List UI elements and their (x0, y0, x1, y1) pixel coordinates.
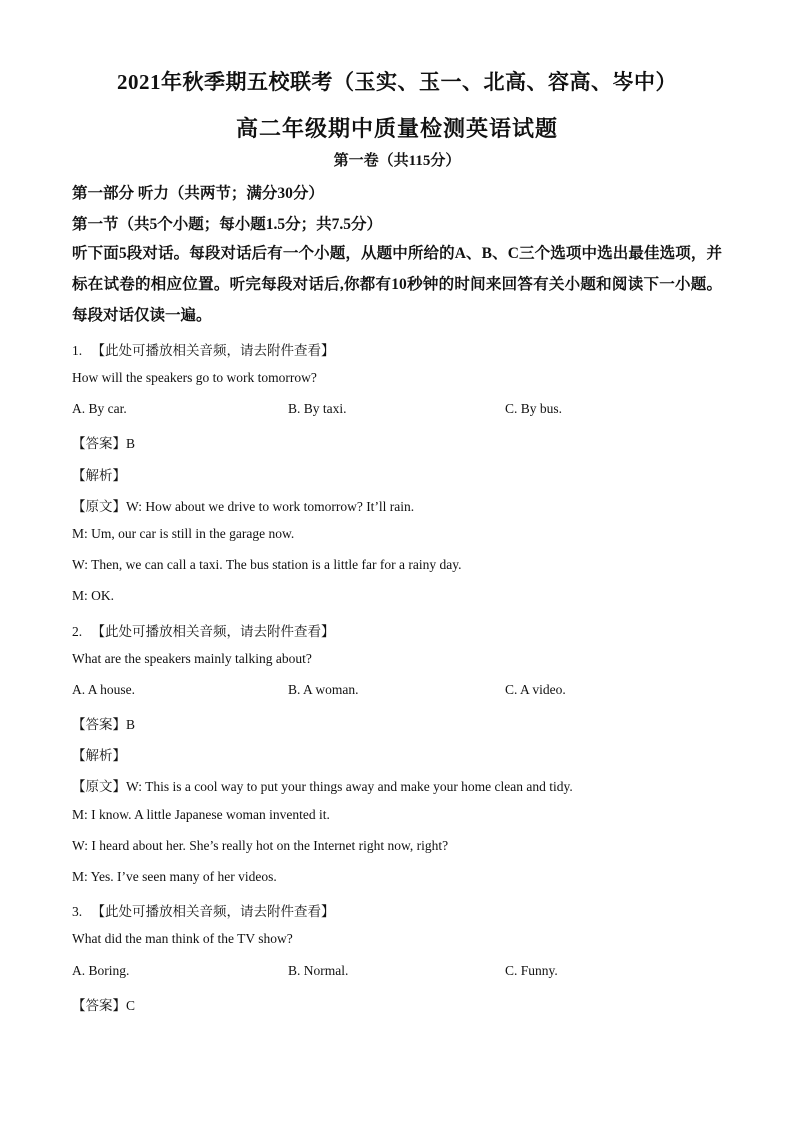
option-a: A. By car. (72, 401, 127, 416)
question-text: What are the speakers mainly talking about? (72, 651, 312, 666)
option-c: C. By bus. (505, 401, 563, 416)
option-c: C. Funny. (505, 963, 558, 978)
section-heading: 第一节（共5个小题；每小题1.5分；共7.5分） (72, 216, 383, 233)
audio-note: 【此处可播放相关音频，请去附件查看】 (91, 624, 335, 639)
transcript-line: M: OK. (72, 588, 115, 603)
option-a: A. A house. (72, 682, 136, 697)
transcript-line: 【原文】W: This is a cool way to put your things away and make your home clean and tidy. (72, 779, 573, 794)
question-number: 3. (72, 904, 83, 919)
exam-title: 2021年秋季期五校联考（玉实、玉一、北高、容高、岑中） (117, 70, 677, 94)
question-text: How will the speakers go to work tomorrow? (72, 370, 317, 385)
exam-subtitle: 高二年级期中质量检测英语试题 (235, 116, 558, 141)
answer: 【答案】B (72, 717, 136, 732)
transcript-line: M: Um, our car is still in the garage now. (72, 526, 295, 541)
audio-note: 【此处可播放相关音频，请去附件查看】 (91, 343, 335, 358)
transcript-line: W: I heard about her. She’s really hot on the Internet right now, right? (72, 838, 449, 853)
answer: 【答案】B (72, 436, 136, 451)
instructions: 听下面5段对话。每段对话后有一个小题，从题中所给的A、B、C三个选项中选出最佳选项，并标在试卷的相应位置。听完每段对话后,你都有10秒钟的时间来回答有关小题和阅读下一小题。每段对话仅读一遍。 (72, 245, 722, 324)
question-2-header (72, 620, 335, 640)
option-b: B. By taxi. (288, 401, 347, 416)
question-number: 2. (72, 624, 83, 639)
option-a: A. Boring. (72, 963, 130, 978)
option-b: B. A woman. (288, 682, 359, 697)
question-text: What did the man think of the TV show? (72, 931, 293, 946)
question-number: 1. (72, 343, 83, 358)
answer: 【答案】C (72, 998, 136, 1013)
question-3-header (72, 900, 335, 920)
part-heading: 第一部分 听力（共两节；满分30分） (72, 185, 324, 202)
analysis-label: 【解析】 (72, 468, 126, 483)
transcript-line: 【原文】W: How about we drive to work tomorrow? It’ll rain. (72, 499, 415, 514)
analysis-label: 【解析】 (72, 748, 126, 763)
transcript-line: M: I know. A little Japanese woman invented it. (72, 807, 330, 822)
transcript-line: W: Then, we can call a taxi. The bus station is a little far for a rainy day. (72, 557, 462, 572)
option-b: B. Normal. (288, 963, 349, 978)
option-c: C. A video. (505, 682, 566, 697)
volume-heading: 第一卷（共115分） (333, 153, 461, 169)
audio-note: 【此处可播放相关音频，请去附件查看】 (91, 904, 335, 919)
transcript-line: M: Yes. I’ve seen many of her videos. (72, 869, 277, 884)
question-1-header (72, 339, 335, 359)
